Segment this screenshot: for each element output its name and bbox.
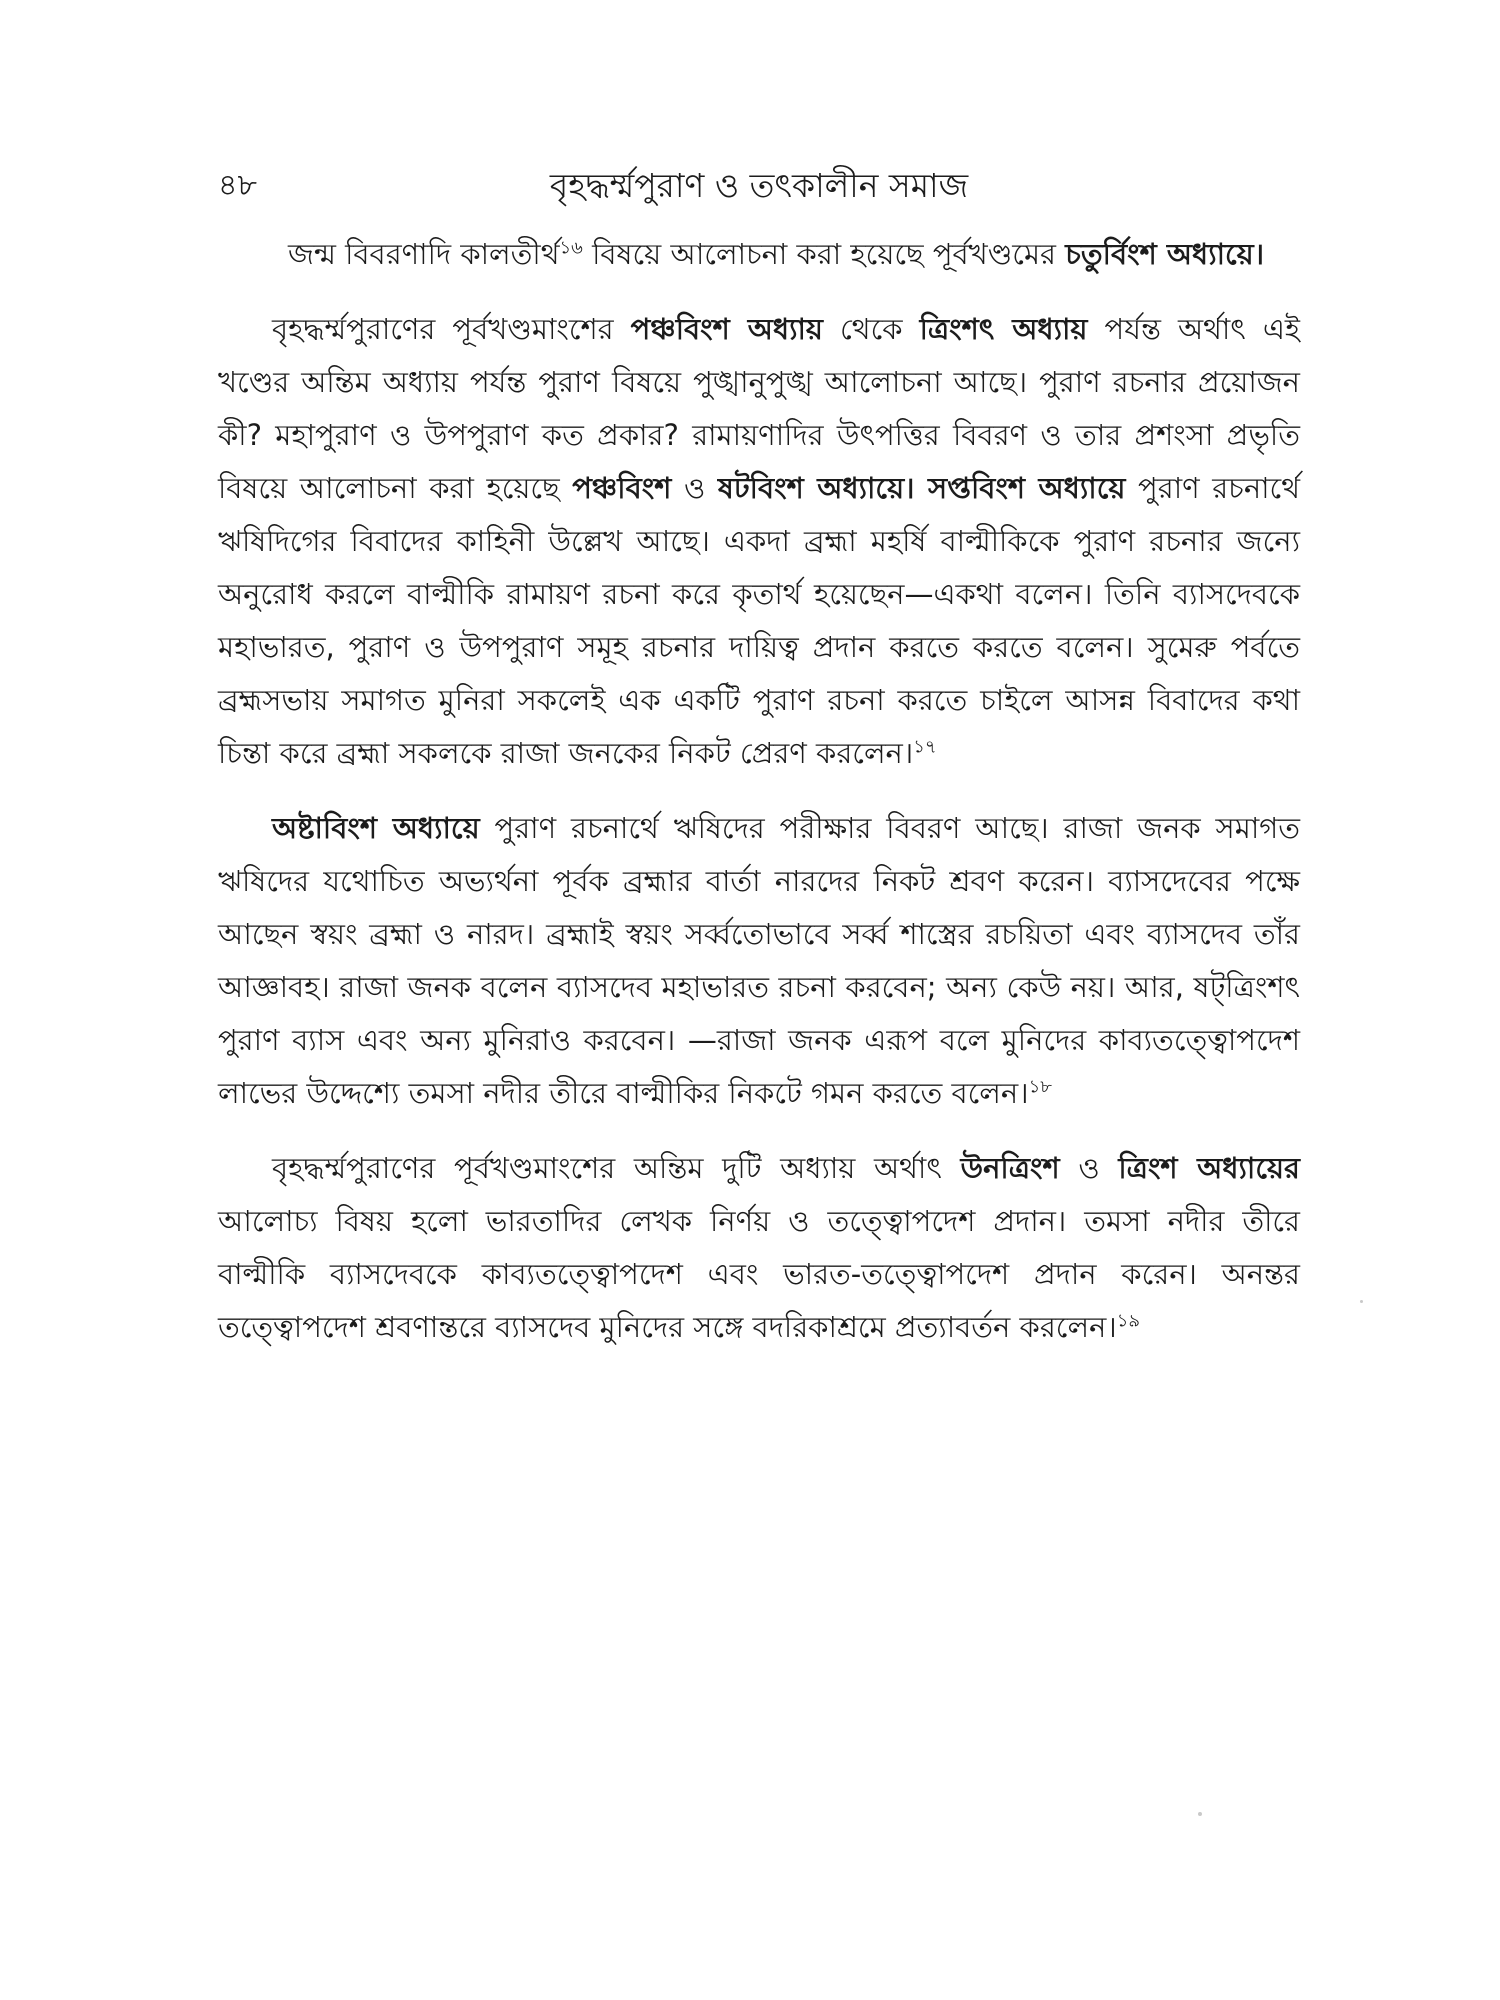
text-run: পুরাণ রচনার্থে ঋষিদিগের বিবাদের কাহিনী উল্লেখ আছে। একদা ব্রহ্মা মহর্ষি বাল্মীকিকে পুরাণ রচনার জন্যে অনুরোধ করলে বাল্মীকি রামায়ণ রচনা করে কৃতার্থ হয়েছেন—একথা বলেন। তিনি ব্যাসদেবকে মহাভারত, পুরাণ ও উপপুরাণ সমূহ রচনার দায়িত্ব প্রদান করতে করতে বলেন। সুমেরু পর্বতে ব্রহ্মসভায় সমাগত মুনিরা সকলেই এক একটি পুরাণ রচনা করতে চাইলে আসন্ন বিবাদের কথা চিন্তা করে ব্রহ্মা সকলকে রাজা জনকের নিকট প্রেরণ করলেন।	[218, 471, 1300, 770]
text-run: জন্ম বিবরণাদি কালতীর্থ	[288, 237, 560, 271]
bold-text-run: ষটবিংশ অধ্যায়ে। সপ্তবিংশ অধ্যায়ে	[717, 471, 1126, 505]
page-header	[218, 160, 1300, 220]
page-number: ৪৮	[218, 168, 257, 203]
footnote-marker: ১৬	[559, 237, 583, 259]
text-run: পুরাণ রচনার্থে ঋষিদের পরীক্ষার বিবরণ আছে। রাজা জনক সমাগত ঋষিদের যথোচিত অভ্যর্থনা পূর্বক ব্রহ্মার বার্তা নারদের নিকট শ্রবণ করেন। ব্যাসদেবের পক্ষে আছেন স্বয়ং ব্রহ্মা ও নারদ। ব্রহ্মাই স্বয়ং সর্ব্বতোভাবে সর্ব্ব শাস্ত্রের রচয়িতা এবং ব্যাসদেব তাঁর আজ্ঞাবহ। রাজা জনক বলেন ব্যাসদেব মহাভারত রচনা করবেন; অন্য কেউ নয়। আর, ষট্‌ত্রিংশৎ পুরাণ ব্যাস এবং অন্য মুনিরাও করবেন। —রাজা জনক এরূপ বলে মুনিদের কাব্যতত্ত্বোপদেশ লাভের উদ্দেশ্যে তমসা নদীর তীরে বাল্মীকির নিকটে গমন করতে বলেন।	[218, 811, 1300, 1110]
paper-speck	[1360, 1300, 1363, 1303]
paragraph	[218, 802, 1300, 1120]
bold-text-run: ত্রিংশ অধ্যায়ের	[1118, 1151, 1301, 1185]
bold-text-run: অষ্টাবিংশ অধ্যায়ে	[272, 811, 480, 845]
text-run: বৃহদ্ধর্ম্মপুরাণের পূর্বখণ্ডমাংশের অন্তিম দুটি অধ্যায় অর্থাৎ	[272, 1151, 961, 1185]
text-run: আলোচ্য বিষয় হলো ভারতাদির লেখক নির্ণয় ও তত্ত্বোপদেশ প্রদান। তমসা নদীর তীরে বাল্মীকি ব্যাসদেবকে কাব্যতত্ত্বোপদেশ এবং ভারত-তত্ত্বোপদেশ প্রদান করেন। অনন্তর তত্ত্বোপদেশ শ্রবণান্তরে ব্যাসদেব মুনিদের সঙ্গে বদরিকাশ্রমে প্রত্যাবর্তন করলেন।	[218, 1204, 1300, 1344]
paragraph	[218, 1142, 1300, 1354]
bold-text-run: পঞ্চবিংশ	[572, 471, 672, 505]
bold-text-run: ত্রিংশৎ অধ্যায়	[919, 312, 1088, 346]
text-run: বিষয়ে আলোচনা করা হয়েছে পূর্বখণ্ডমের	[582, 237, 1066, 271]
text-run: ও	[671, 471, 718, 505]
footnote-marker: ১৮	[1028, 1076, 1052, 1098]
bold-text-run: উনত্রিংশ	[960, 1151, 1060, 1185]
body-text	[218, 228, 1300, 1376]
footnote-marker: ১৭	[913, 736, 937, 758]
text-run: থেকে	[822, 312, 920, 346]
bold-text-run: চতুর্বিংশ অধ্যায়ে।	[1065, 237, 1265, 271]
paragraph	[218, 303, 1300, 780]
footnote-marker: ১৯	[1116, 1310, 1141, 1332]
paper-speck	[1198, 1812, 1202, 1816]
bold-text-run: পঞ্চবিংশ অধ্যায়	[630, 312, 823, 346]
running-title: বৃহদ্ধর্ম্মপুরাণ ও তৎকালীন সমাজ	[549, 166, 969, 205]
text-run: বৃহদ্ধর্ম্মপুরাণের পূর্বখণ্ডমাংশের	[272, 312, 631, 346]
paragraph	[218, 228, 1300, 281]
text-run: পর্যন্ত অর্থাৎ এই খণ্ডের অন্তিম অধ্যায় পর্যন্ত পুরাণ বিষয়ে পুঙ্খানুপুঙ্খ আলোচনা আছে। পুরাণ রচনার প্রয়োজন কী? মহাপুরাণ ও উপপুরাণ কত প্রকার? রামায়ণাদির উৎপত্তির বিবরণ ও তার প্রশংসা প্রভৃতি বিষয়ে আলোচনা করা হয়েছে	[218, 312, 1300, 505]
text-run: ও	[1059, 1151, 1119, 1185]
